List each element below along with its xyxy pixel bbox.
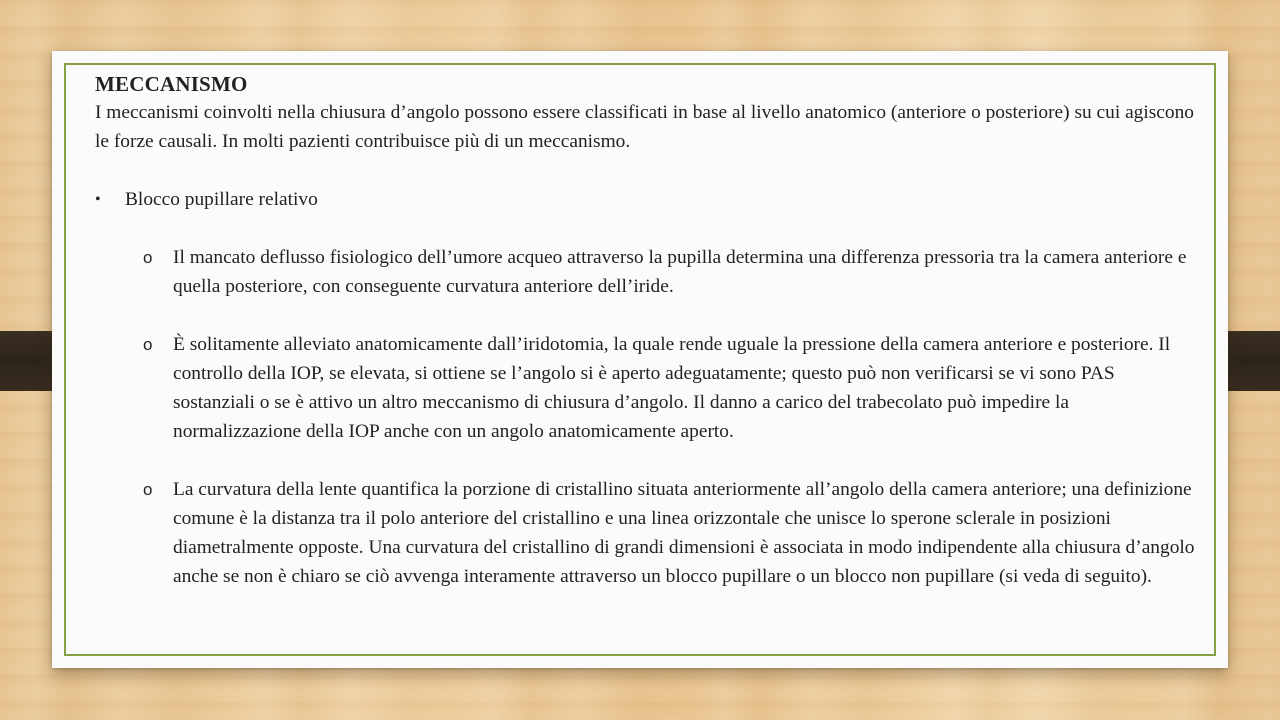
sub-bullet-icon: o	[143, 335, 153, 354]
sub-item-text: La curvatura della lente quantifica la porzione di cristallino situata anteriormente all’angolo della camera anteriore; una definizione comune è la distanza tra il polo anteriore del cristallino e una linea orizzontale che unisce lo sperone sclerale in posizioni diametralmente opposte. Una curvatura del cristallino di grandi dimensioni è associata in modo indipendente alla chiusura d’angolo anche se non è chiaro se ciò avvenga interamente attraverso un blocco pupillare o un blocco non pupillare (si veda di seguito).	[173, 479, 1195, 587]
bullet-item	[95, 185, 1195, 214]
spacer	[95, 446, 1195, 475]
slide-card	[52, 51, 1228, 668]
intro-paragraph: I meccanismi coinvolti nella chiusura d’angolo possono essere classificati in base al livello anatomico (anteriore o posteriore) su cui agiscono le forze causali. In molti pazienti contribuisce più di un meccanismo.	[95, 102, 1194, 152]
sub-item-text: È solitamente alleviato anatomicamente dall’iridotomia, la quale rende uguale la pressione della camera anteriore e posteriore. Il controllo della IOP, se elevata, si ottiene se l’angolo si è aperto adeguatamente; questo può non verificarsi se vi sono PAS sostanziali o se è attivo un altro meccanismo di chiusura d’angolo. Il danno a carico del trabecolato può impedire la normalizzazione della IOP anche con un angolo anatomicamente aperto.	[173, 334, 1171, 442]
sub-item	[95, 243, 1195, 301]
sub-bullet-icon: o	[143, 248, 153, 267]
sub-bullet-icon: o	[143, 480, 153, 499]
sub-item	[95, 330, 1195, 446]
slide-title: MECCANISMO	[95, 72, 248, 96]
spacer	[95, 214, 1195, 243]
spacer	[95, 156, 1195, 185]
bullet-icon: •	[95, 191, 101, 208]
sub-item	[95, 475, 1195, 591]
slide-content	[95, 70, 1195, 591]
bullet-label: Blocco pupillare relativo	[125, 189, 318, 210]
sub-item-text: Il mancato deflusso fisiologico dell’umore acqueo attraverso la pupilla determina una differenza pressoria tra la camera anteriore e quella posteriore, con conseguente curvatura anteriore dell’iride.	[173, 247, 1187, 297]
spacer	[95, 301, 1195, 330]
